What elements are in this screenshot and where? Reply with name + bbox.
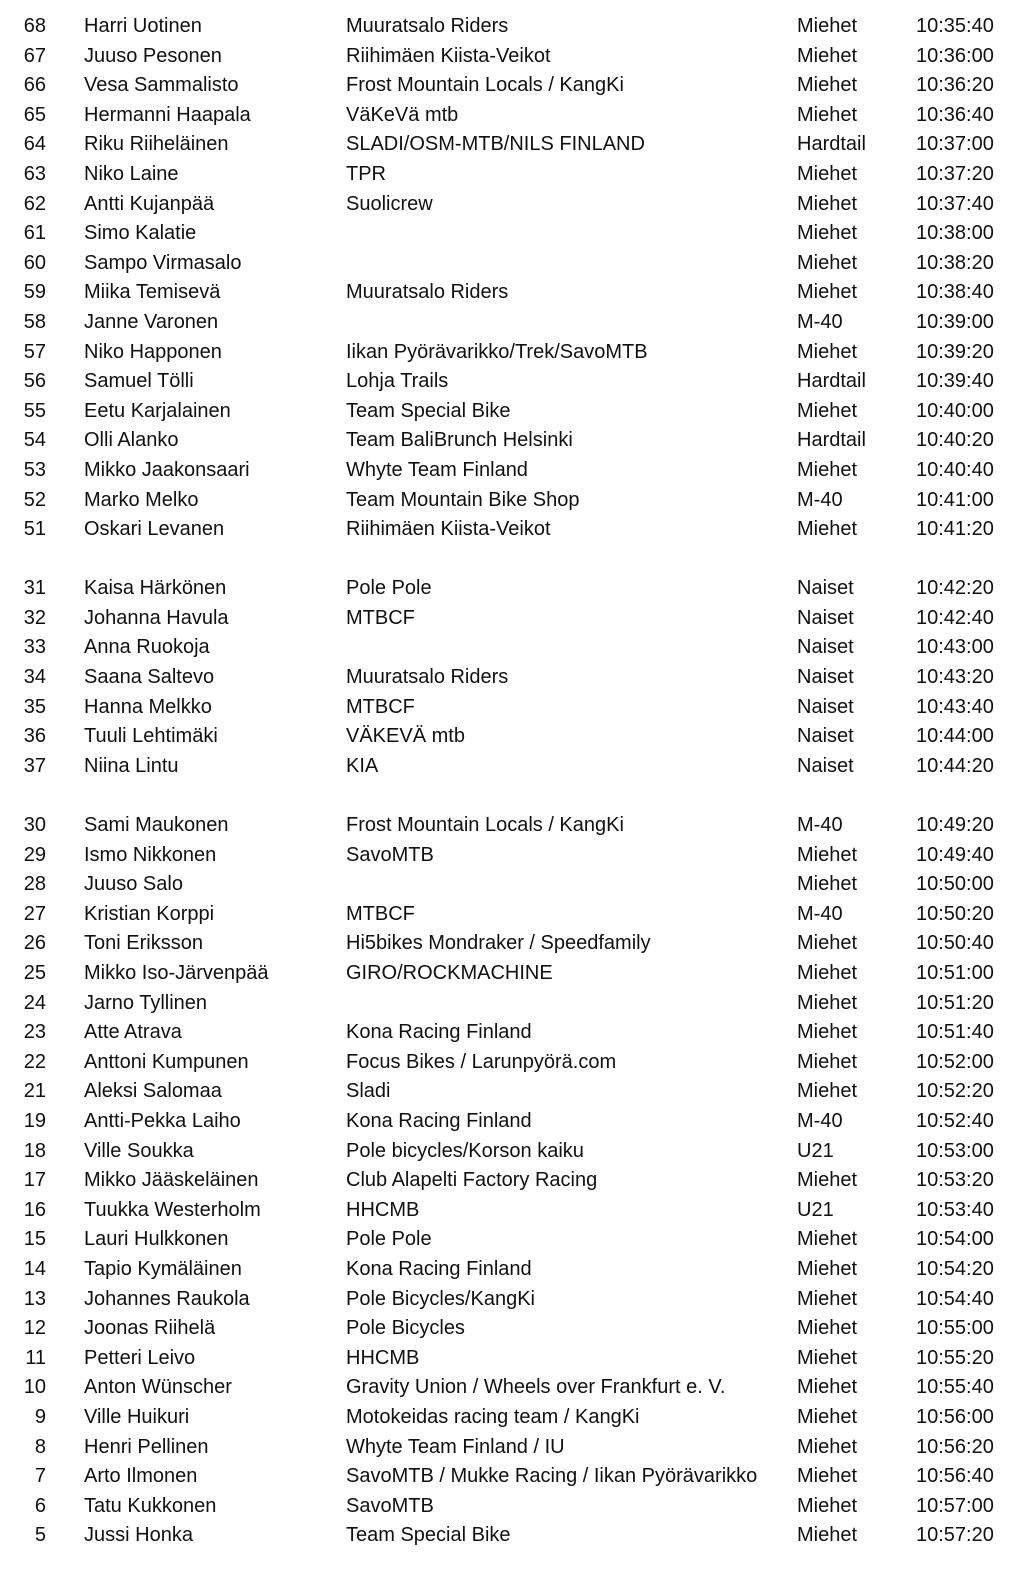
rider-number: 32 (23, 606, 46, 629)
start-time: 10:40:20 (916, 429, 994, 452)
rider-team: Riihimäen Kiista-Veikot (346, 518, 551, 541)
rider-class: Miehet (797, 340, 858, 363)
rider-name: Mikko Jaakonsaari (84, 458, 250, 481)
table-row (0, 426, 1036, 456)
rider-name: Tapio Kymäläinen (84, 1257, 242, 1280)
rider-number: 7 (34, 1465, 46, 1488)
start-time: 10:52:40 (916, 1109, 994, 1132)
rider-name: Simo Kalatie (84, 222, 197, 245)
start-time: 10:51:00 (916, 962, 994, 984)
rider-number: 18 (23, 1139, 46, 1162)
rider-team: SLADI/OSM-MTB/NILS FINLAND (346, 133, 645, 156)
rider-name: Niko Happonen (84, 340, 222, 363)
rider-name: Kristian Korppi (84, 902, 215, 925)
start-time: 10:56:00 (916, 1405, 994, 1428)
rider-team: Riihimäen Kiista-Veikot (346, 44, 551, 67)
rider-class: Miehet (797, 1524, 858, 1547)
rider-name: Hanna Melkko (84, 695, 212, 718)
table-row (0, 1196, 1036, 1226)
table-row (0, 1492, 1036, 1522)
rider-team: Pole bicycles/Korson kaiku (346, 1139, 584, 1162)
rider-number: 51 (23, 518, 46, 541)
start-time: 10:53:40 (916, 1198, 994, 1221)
table-row (0, 1521, 1036, 1551)
rider-team: SavoMTB / Mukke Racing / Iikan Pyörävarikko (346, 1465, 758, 1488)
rider-name: Oskari Levanen (84, 518, 225, 541)
rider-class: Miehet (797, 1080, 858, 1103)
table-row (0, 1344, 1036, 1374)
table-row (0, 1462, 1036, 1492)
start-time: 10:44:00 (916, 725, 994, 748)
rider-name: Samuel Tölli (84, 370, 194, 393)
table-row (0, 456, 1036, 486)
rider-number: 29 (23, 843, 46, 866)
rider-team: Muuratsalo Riders (346, 281, 509, 304)
rider-class: Hardtail (797, 429, 866, 452)
rider-team: Pole Bicycles (346, 1317, 465, 1340)
rider-number: 27 (23, 902, 46, 925)
start-time: 10:40:00 (916, 399, 994, 422)
rider-name: Mikko Iso-Järvenpää (84, 962, 269, 984)
rider-class: Miehet (797, 162, 858, 185)
rider-name: Lauri Hulkkonen (84, 1228, 229, 1251)
rider-team: Pole Pole (346, 577, 432, 600)
table-row (0, 338, 1036, 368)
rider-team: Sladi (346, 1080, 391, 1103)
start-time: 10:37:00 (916, 133, 994, 156)
start-time: 10:36:40 (916, 103, 994, 126)
start-time: 10:36:00 (916, 44, 994, 67)
rider-class: Miehet (797, 281, 858, 304)
rider-number: 14 (23, 1257, 46, 1280)
rider-class: Naiset (797, 754, 854, 777)
rider-name: Ville Huikuri (84, 1405, 190, 1428)
rider-name: Joonas Riihelä (84, 1317, 216, 1340)
table-row (0, 989, 1036, 1019)
rider-class: Naiset (797, 636, 854, 659)
start-time: 10:40:40 (916, 458, 994, 481)
rider-team: VäKeVä mtb (346, 103, 459, 126)
table-row (0, 1433, 1036, 1463)
start-time: 10:37:40 (916, 192, 994, 215)
table-row (0, 515, 1036, 545)
rider-team: Frost Mountain Locals / KangKi (346, 74, 624, 97)
rider-name: Tuukka Westerholm (84, 1198, 261, 1221)
rider-number: 36 (23, 725, 46, 748)
rider-team: Team Special Bike (346, 1524, 511, 1547)
start-time: 10:37:20 (916, 162, 994, 185)
rider-number: 57 (23, 340, 46, 363)
rider-team: GIRO/ROCKMACHINE (346, 962, 553, 984)
rider-team: SavoMTB (346, 843, 434, 866)
start-list-table (0, 12, 1036, 1551)
rider-class: Miehet (797, 1317, 858, 1340)
rider-team: Focus Bikes / Larunpyörä.com (346, 1050, 617, 1073)
start-time: 10:54:40 (916, 1287, 994, 1310)
start-time: 10:56:20 (916, 1435, 994, 1458)
table-row (0, 71, 1036, 101)
rider-number: 9 (34, 1405, 46, 1428)
rider-class: Miehet (797, 1376, 858, 1399)
rider-class: M-40 (797, 902, 843, 925)
start-time: 10:51:20 (916, 991, 994, 1014)
rider-class: Miehet (797, 1465, 858, 1488)
rider-class: Naiset (797, 666, 854, 689)
rider-name: Niko Laine (84, 162, 179, 185)
rider-name: Jussi Honka (84, 1524, 193, 1547)
start-time: 10:38:40 (916, 281, 994, 304)
rider-team: TPR (346, 162, 386, 185)
rider-class: Naiset (797, 577, 854, 600)
rider-number: 37 (23, 754, 46, 777)
rider-name: Riku Riiheläinen (84, 133, 229, 156)
rider-number: 16 (23, 1198, 46, 1221)
start-time: 10:38:20 (916, 251, 994, 274)
rider-name: Arto Ilmonen (84, 1465, 198, 1488)
rider-number: 21 (23, 1080, 46, 1103)
rider-team: Whyte Team Finland (346, 458, 528, 481)
table-row (0, 1403, 1036, 1433)
start-time: 10:50:00 (916, 873, 994, 896)
rider-number: 56 (23, 370, 46, 393)
table-row (0, 278, 1036, 308)
rider-team: Pole Pole (346, 1228, 432, 1251)
table-row (0, 12, 1036, 42)
table-row (0, 1018, 1036, 1048)
rider-number: 5 (34, 1524, 46, 1547)
rider-class: Miehet (797, 1257, 858, 1280)
rider-name: Janne Varonen (84, 310, 219, 333)
table-row (0, 870, 1036, 900)
rider-class: Miehet (797, 991, 858, 1014)
rider-class: Miehet (797, 1346, 858, 1369)
rider-number: 15 (23, 1228, 46, 1251)
rider-name: Tatu Kukkonen (84, 1494, 217, 1517)
rider-number: 23 (23, 1021, 46, 1044)
rider-name: Ismo Nikkonen (84, 843, 217, 866)
rider-number: 24 (23, 991, 46, 1014)
rider-team: Kona Racing Finland (346, 1021, 532, 1044)
rider-name: Vesa Sammalisto (84, 74, 239, 97)
start-time: 10:49:40 (916, 843, 994, 866)
table-row (0, 811, 1036, 841)
rider-team: Kona Racing Finland (346, 1257, 532, 1280)
rider-number: 34 (23, 666, 46, 689)
rider-class: Miehet (797, 44, 858, 67)
rider-number: 68 (23, 15, 46, 37)
rider-team: SavoMTB (346, 1494, 434, 1517)
table-row (0, 574, 1036, 604)
rider-name: Harri Uotinen (84, 15, 202, 37)
rider-number: 22 (23, 1050, 46, 1073)
table-row (0, 486, 1036, 516)
start-time: 10:39:20 (916, 340, 994, 363)
start-time: 10:50:40 (916, 932, 994, 955)
rider-number: 19 (23, 1109, 46, 1132)
rider-team: MTBCF (346, 902, 415, 925)
rider-class: Naiset (797, 725, 854, 748)
rider-name: Saana Saltevo (84, 666, 215, 689)
rider-team: Gravity Union / Wheels over Frankfurt e. V. (346, 1376, 726, 1399)
rider-number: 53 (23, 458, 46, 481)
rider-team: VÄKEVÄ mtb (346, 725, 465, 748)
rider-class: Hardtail (797, 133, 866, 156)
rider-class: Miehet (797, 1021, 858, 1044)
rider-number: 31 (23, 577, 46, 600)
rider-team: Muuratsalo Riders (346, 666, 509, 689)
rider-name: Antti-Pekka Laiho (84, 1109, 241, 1132)
start-time: 10:55:00 (916, 1317, 994, 1340)
rider-name: Antti Kujanpää (84, 192, 215, 215)
start-time: 10:54:20 (916, 1257, 994, 1280)
rider-class: Miehet (797, 1228, 858, 1251)
rider-team: MTBCF (346, 606, 415, 629)
table-row (0, 929, 1036, 959)
table-row (0, 1285, 1036, 1315)
rider-name: Sami Maukonen (84, 814, 229, 837)
table-row (0, 397, 1036, 427)
rider-name: Juuso Salo (84, 873, 183, 896)
start-time: 10:44:20 (916, 754, 994, 777)
rider-team: Frost Mountain Locals / KangKi (346, 814, 624, 837)
table-row (0, 1225, 1036, 1255)
table-row (0, 367, 1036, 397)
rider-team: Team Mountain Bike Shop (346, 488, 580, 511)
start-time: 10:53:00 (916, 1139, 994, 1162)
rider-name: Aleksi Salomaa (84, 1080, 222, 1103)
rider-number: 11 (25, 1346, 46, 1369)
start-time: 10:51:40 (916, 1021, 994, 1044)
table-row (0, 101, 1036, 131)
rider-team: MTBCF (346, 695, 415, 718)
start-time: 10:54:00 (916, 1228, 994, 1251)
rider-team: Hi5bikes Mondraker / Speedfamily (346, 932, 651, 955)
start-time: 10:50:20 (916, 902, 994, 925)
rider-class: Naiset (797, 606, 854, 629)
rider-name: Tuuli Lehtimäki (84, 725, 218, 748)
rider-number: 65 (23, 103, 46, 126)
table-row (0, 722, 1036, 752)
rider-number: 61 (23, 222, 46, 245)
start-time: 10:36:20 (916, 74, 994, 97)
rider-name: Atte Atrava (84, 1021, 182, 1044)
table-row (0, 190, 1036, 220)
group-separator (0, 545, 1036, 575)
rider-number: 17 (23, 1169, 46, 1192)
rider-number: 66 (23, 74, 46, 97)
start-time: 10:55:20 (916, 1346, 994, 1369)
rider-number: 30 (23, 814, 46, 837)
rider-team: KIA (346, 754, 379, 777)
start-time: 10:43:20 (916, 666, 994, 689)
rider-team: Team Special Bike (346, 399, 511, 422)
rider-number: 28 (23, 873, 46, 896)
rider-class: Miehet (797, 222, 858, 245)
rider-name: Eetu Karjalainen (84, 399, 231, 422)
start-time: 10:43:40 (916, 695, 994, 718)
rider-team: Suolicrew (346, 192, 433, 215)
table-row (0, 633, 1036, 663)
rider-name: Jarno Tyllinen (84, 991, 208, 1014)
table-row (0, 160, 1036, 190)
rider-number: 33 (23, 636, 46, 659)
rider-team: Whyte Team Finland / IU (346, 1435, 565, 1458)
start-time: 10:52:20 (916, 1080, 994, 1103)
rider-number: 59 (23, 281, 46, 304)
rider-team: Iikan Pyörävarikko/Trek/SavoMTB (346, 340, 648, 363)
rider-number: 64 (23, 133, 46, 156)
rider-name: Olli Alanko (84, 429, 179, 452)
rider-class: M-40 (797, 310, 843, 333)
rider-number: 13 (23, 1287, 46, 1310)
rider-class: Miehet (797, 1494, 858, 1517)
table-row (0, 1314, 1036, 1344)
rider-name: Niina Lintu (84, 754, 179, 777)
rider-class: M-40 (797, 488, 843, 511)
table-row (0, 130, 1036, 160)
rider-name: Mikko Jääskeläinen (84, 1169, 259, 1192)
rider-class: Miehet (797, 103, 858, 126)
rider-class: Miehet (797, 843, 858, 866)
rider-team: Kona Racing Finland (346, 1109, 532, 1132)
table-row (0, 693, 1036, 723)
rider-name: Marko Melko (84, 488, 199, 511)
rider-class: Miehet (797, 1287, 858, 1310)
table-row (0, 752, 1036, 782)
rider-number: 25 (23, 962, 46, 984)
rider-number: 67 (23, 44, 46, 67)
start-time: 10:56:40 (916, 1465, 994, 1488)
rider-class: Hardtail (797, 370, 866, 393)
start-time: 10:53:20 (916, 1169, 994, 1192)
rider-number: 54 (23, 429, 46, 452)
rider-number: 8 (34, 1435, 46, 1458)
rider-class: Miehet (797, 518, 858, 541)
rider-name: Sampo Virmasalo (84, 251, 242, 274)
rider-class: Naiset (797, 695, 854, 718)
table-row (0, 900, 1036, 930)
rider-name: Johannes Raukola (84, 1287, 250, 1310)
start-time: 10:38:00 (916, 222, 994, 245)
rider-class: U21 (797, 1198, 834, 1221)
table-row (0, 604, 1036, 634)
rider-name: Petteri Leivo (84, 1346, 196, 1369)
rider-name: Anna Ruokoja (84, 636, 210, 659)
rider-number: 10 (23, 1376, 46, 1399)
start-time: 10:49:20 (916, 814, 994, 837)
table-row (0, 1048, 1036, 1078)
table-row (0, 42, 1036, 72)
rider-team: Muuratsalo Riders (346, 15, 509, 37)
rider-name: Anttoni Kumpunen (84, 1050, 249, 1073)
rider-class: Miehet (797, 399, 858, 422)
start-time: 10:57:00 (916, 1494, 994, 1517)
rider-class: Miehet (797, 932, 858, 955)
rider-name: Miika Temisevä (84, 281, 221, 304)
table-row (0, 1255, 1036, 1285)
table-row (0, 1107, 1036, 1137)
rider-number: 58 (23, 310, 46, 333)
rider-class: Miehet (797, 15, 858, 37)
rider-team: Club Alapelti Factory Racing (346, 1169, 598, 1192)
rider-name: Kaisa Härkönen (84, 577, 227, 600)
rider-name: Hermanni Haapala (84, 103, 251, 126)
rider-name: Anton Wünscher (84, 1376, 232, 1399)
rider-class: M-40 (797, 1109, 843, 1132)
table-row (0, 841, 1036, 871)
start-time: 10:39:40 (916, 370, 994, 393)
table-row (0, 959, 1036, 989)
rider-number: 35 (23, 695, 46, 718)
start-time: 10:43:00 (916, 636, 994, 659)
table-row (0, 1166, 1036, 1196)
rider-team: HHCMB (346, 1198, 420, 1221)
rider-number: 12 (23, 1317, 46, 1340)
rider-name: Toni Eriksson (84, 932, 203, 955)
rider-class: Miehet (797, 962, 858, 984)
rider-class: Miehet (797, 1169, 858, 1192)
rider-class: Miehet (797, 192, 858, 215)
rider-class: Miehet (797, 251, 858, 274)
rider-name: Henri Pellinen (84, 1435, 209, 1458)
rider-name: Johanna Havula (84, 606, 229, 629)
table-row (0, 1373, 1036, 1403)
rider-class: U21 (797, 1139, 834, 1162)
rider-number: 6 (34, 1494, 46, 1517)
rider-team: Motokeidas racing team / KangKi (346, 1405, 640, 1428)
rider-team: HHCMB (346, 1346, 420, 1369)
rider-number: 62 (23, 192, 46, 215)
start-time: 10:42:40 (916, 606, 994, 629)
rider-team: Lohja Trails (346, 370, 449, 393)
rider-name: Ville Soukka (84, 1139, 194, 1162)
table-row (0, 663, 1036, 693)
rider-team: Team BaliBrunch Helsinki (346, 429, 573, 452)
table-row (0, 1077, 1036, 1107)
rider-class: Miehet (797, 74, 858, 97)
table-row (0, 1137, 1036, 1167)
rider-class: M-40 (797, 814, 843, 837)
rider-number: 55 (23, 399, 46, 422)
rider-class: Miehet (797, 873, 858, 896)
rider-number: 63 (23, 162, 46, 185)
table-row (0, 308, 1036, 338)
rider-team: Pole Bicycles/KangKi (346, 1287, 535, 1310)
start-time: 10:41:20 (916, 518, 994, 541)
start-time: 10:57:20 (916, 1524, 994, 1547)
rider-number: 60 (23, 251, 46, 274)
rider-number: 52 (23, 488, 46, 511)
table-row (0, 219, 1036, 249)
start-time: 10:42:20 (916, 577, 994, 600)
rider-class: Miehet (797, 1435, 858, 1458)
rider-class: Miehet (797, 1405, 858, 1428)
start-time: 10:39:00 (916, 310, 994, 333)
table-row (0, 249, 1036, 279)
rider-class: Miehet (797, 458, 858, 481)
start-time: 10:41:00 (916, 488, 994, 511)
start-time: 10:35:40 (916, 15, 994, 37)
rider-class: Miehet (797, 1050, 858, 1073)
rider-number: 26 (23, 932, 46, 955)
start-time: 10:55:40 (916, 1376, 994, 1399)
rider-name: Juuso Pesonen (84, 44, 222, 67)
start-time: 10:52:00 (916, 1050, 994, 1073)
group-separator (0, 781, 1036, 811)
